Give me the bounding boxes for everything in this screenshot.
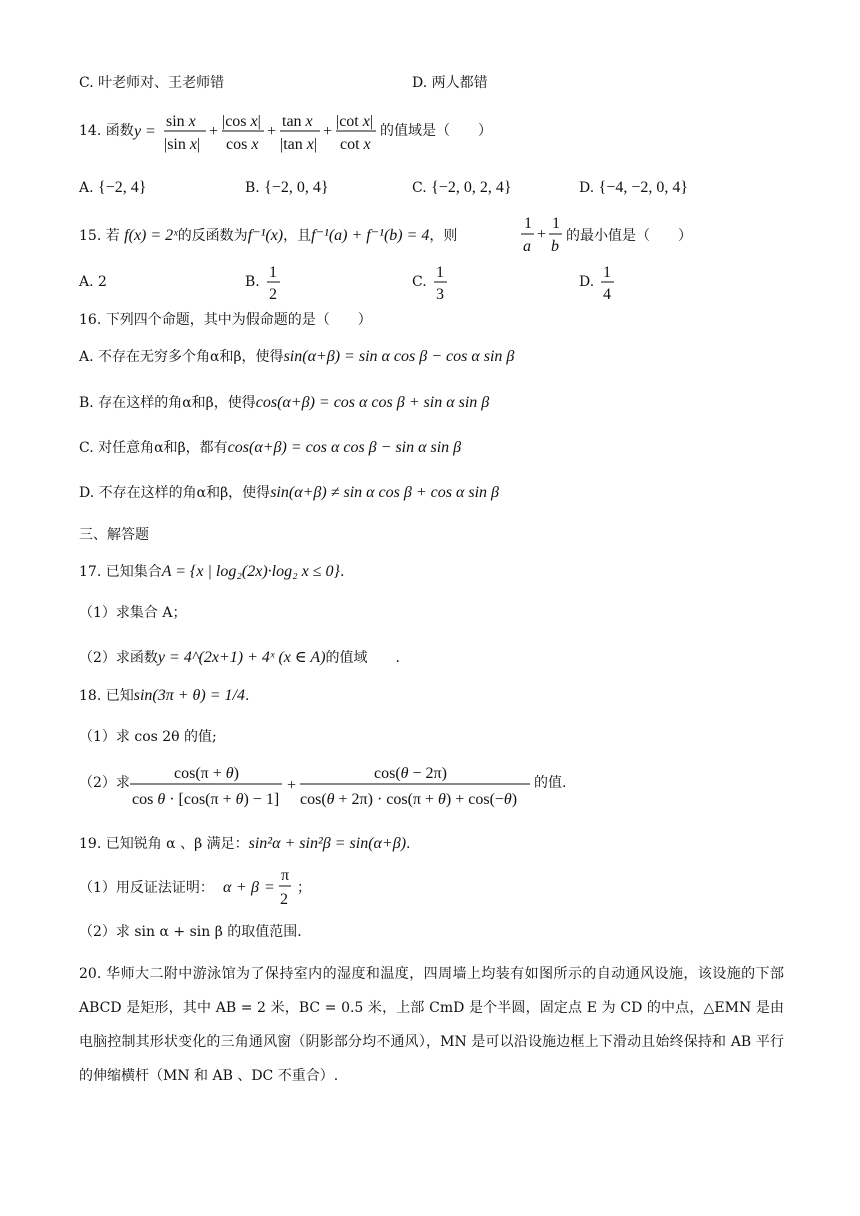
svg-text:cos x: cos x [226,136,259,153]
svg-text:1: 1 [269,264,277,281]
svg-text:1: 1 [552,215,560,232]
svg-text:+: + [323,123,333,140]
svg-text:a: a [523,238,531,255]
svg-text:π: π [281,867,290,884]
q14-formula [134,106,378,156]
q15-option-b-fraction [266,262,282,302]
q16-option-c: C. 对任意角α和β，都有cos(α+β) = cos α cos β − sin α sin β [79,439,462,456]
svg-text:y: y [134,123,142,140]
svg-text:3: 3 [436,286,444,303]
svg-text:1: 1 [603,264,611,281]
svg-text:β: β [251,879,259,896]
svg-text:cos(θ + 2π) · cos(π + θ) + cos: cos(θ + 2π) · cos(π + θ) + cos(−θ) [300,791,518,808]
q14-option-c: C. {−2, 0, 2, 4} [412,179,512,196]
q17-stem: 17. 已知集合A = {x | log₂(2x)·log₂ x ≤ 0}. [79,563,345,580]
svg-text:α: α [223,879,232,896]
q17-part2: （2）求函数y = 4^(2x+1) + 4ˣ (x ∈ A)的值域 . [79,649,400,666]
q15-option-b: B. [245,274,260,290]
q14-option-d: D. {−4, −2, 0, 4} [579,179,689,196]
q16-option-a: A. 不存在无穷多个角α和β，使得sin(α+β) = sin α cos β − cos α sin β [79,348,515,365]
q15-option-d-fraction [600,262,616,302]
q13-option-d: D. 两人都错 [412,75,488,91]
q15-option-a: A. 2 [79,274,107,290]
q14-option-b: B. {−2, 0, 4} [245,179,329,196]
svg-text:=: = [146,123,156,140]
svg-text:=: = [265,879,275,896]
q18-part2-formula [130,760,532,810]
q17-part1: （1）求集合 A； [79,605,187,621]
q15-fraction-sum [520,212,566,258]
q19-part1: （1）用反证法证明： [79,880,214,896]
svg-text:cos(π + θ): cos(π + θ) [174,765,239,782]
q16-option-d: D. 不存在这样的角α和β，使得sin(α+β) ≠ sin α cos β + cos α sin β [79,484,499,501]
svg-text:+: + [237,879,247,896]
q19-stem: 19. 已知锐角 α 、β 满足：sin²α + sin²β = sin(α+β). [79,835,411,852]
q14-option-a: A. {−2, 4} [79,179,147,196]
svg-text:|tan x|: |tan x| [280,136,318,153]
svg-text:|sin x|: |sin x| [164,136,201,153]
q15-math-condition: f⁻¹(a) + f⁻¹(b) = 4 [311,227,430,244]
q15-stem: 15. 若 f(x) = 2ˣ的反函数为f⁻¹(x)，且f⁻¹(a) + f⁻¹(b) = 4，则 [79,227,458,244]
svg-text:cos(θ − 2π): cos(θ − 2π) [374,765,447,782]
q15-option-c-fraction [433,262,449,302]
svg-text:sin x: sin x [166,113,196,130]
q15-math-inverse: f⁻¹(x) [247,227,284,244]
svg-text:+: + [287,777,297,794]
q20-text: 20. 华师大二附中游泳馆为了保持室内的湿度和温度，四周墙上均装有如图所示的自动通风设施，该设施的下部 ABCD 是矩形，其中 AB = 2 米，BC = 0.5 米，上部 CmD 是个半圆，固定点 E 为 CD 的中点，△EMN 是由电脑控制其形状变化的三角通风窗（阴影部分均不通风），MN 是可以沿设施边框上下滑动且始终保持和 AB 平行的伸缩横杆（MN 和 AB 、DC 不重合）. [79,966,784,1084]
svg-text:1: 1 [524,215,532,232]
svg-text:2: 2 [280,891,288,908]
q15-suffix: 的最小值是（ ） [566,228,692,244]
q18-part2-suffix: 的值. [534,775,567,791]
q18-part2-prefix: （2）求 [79,775,130,791]
q16-stem: 16. 下列四个命题，其中为假命题的是（ ） [79,312,372,328]
section-heading: 三、解答题 [79,527,149,543]
svg-text:+: + [209,123,219,140]
svg-text:b: b [551,238,559,255]
svg-text:2: 2 [269,286,277,303]
svg-text:+: + [267,123,277,140]
svg-text:cos θ · [cos(π + θ) − 1]: cos θ · [cos(π + θ) − 1] [132,791,280,808]
q15-option-c: C. [412,274,427,290]
svg-text:+: + [537,226,547,243]
q18-part1: （1）求 cos 2θ 的值; [79,729,217,745]
svg-text:1: 1 [436,264,444,281]
svg-text:|cos x|: |cos x| [222,113,261,130]
svg-text:4: 4 [603,286,611,303]
svg-text:tan x: tan x [282,113,313,130]
q14-suffix: 的值域是（ ） [380,123,492,139]
q15-option-d: D. [579,274,595,290]
q14-prefix: 14. 函数 [79,123,134,139]
q16-option-b: B. 存在这样的角α和β，使得cos(α+β) = cos α cos β + sin α sin β [79,394,490,411]
q19-part2: （2）求 sin α + sin β 的取值范围. [79,924,302,940]
q13-option-c: C. 叶老师对、王老师错 [79,75,225,91]
q18-stem: 18. 已知sin(3π + θ) = 1/4. [79,687,250,704]
svg-text:|cot x|: |cot x| [336,113,374,130]
q15-math-fx: f(x) = 2ˣ [124,227,178,244]
q19-part1-end: ； [297,880,311,896]
svg-text:cot x: cot x [340,136,371,153]
q19-part1-formula [223,866,305,910]
